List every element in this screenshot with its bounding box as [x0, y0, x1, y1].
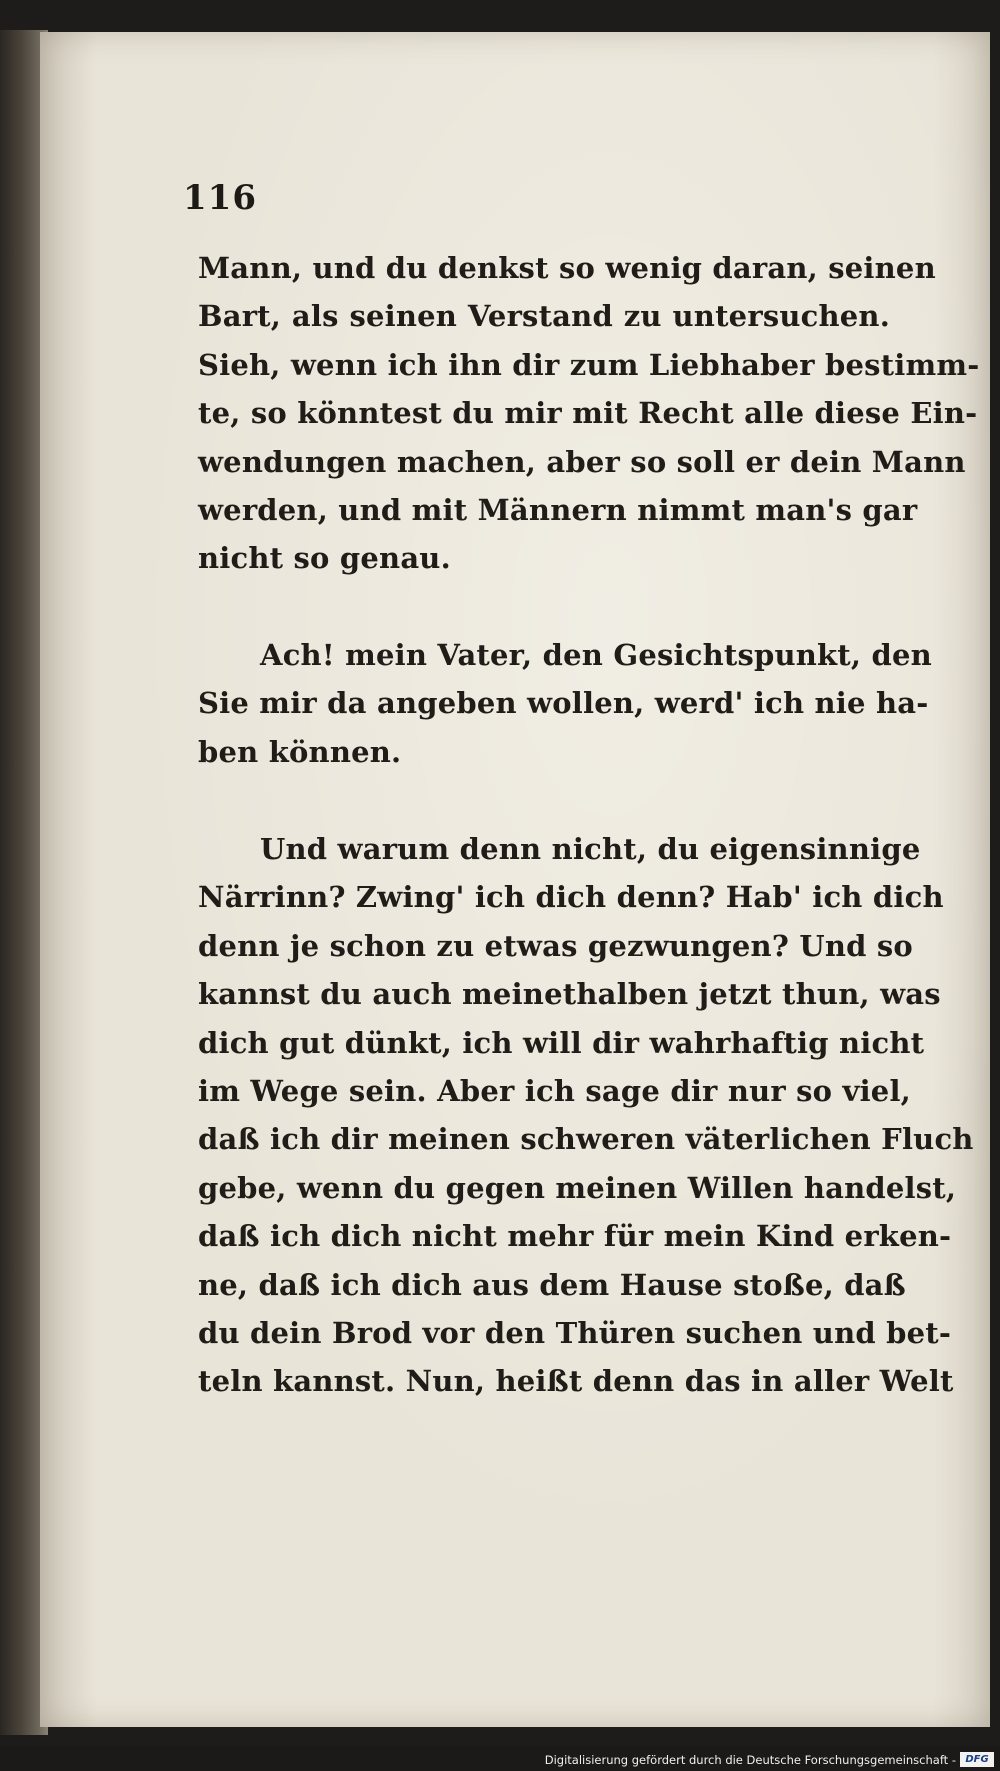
- paragraph-1: [198, 244, 980, 583]
- dfg-logo: DFG: [960, 1752, 994, 1767]
- text-line: Bart, als seinen Verstand zu untersuchen.: [198, 299, 890, 334]
- text-line: ne, daß ich dich aus dem Hause stoße, daß: [198, 1267, 906, 1302]
- text-line: daß ich dir meinen schweren väterlichen Fluch: [198, 1122, 974, 1157]
- text-line: wendungen machen, aber so soll er dein Mann: [198, 444, 966, 479]
- text-line: daß ich dich nicht mehr für mein Kind erken-: [198, 1219, 952, 1254]
- paragraph-2: [198, 631, 932, 776]
- text-line: nicht so genau.: [198, 541, 451, 576]
- footer-credit: Digitalisierung gefördert durch die Deutsche Forschungsgemeinschaft -: [544, 1753, 956, 1767]
- text-line: Mann, und du denkst so wenig daran, seinen: [198, 251, 936, 285]
- text-line: te, so könntest du mir mit Recht alle diese Ein-: [198, 396, 978, 431]
- text-line: dich gut dünkt, ich will dir wahrhaftig nicht: [198, 1025, 925, 1060]
- text-line: im Wege sein. Aber ich sage dir nur so viel,: [198, 1074, 911, 1109]
- text-line: kannst du auch meinethalben jetzt thun, was: [198, 977, 941, 1012]
- text-line: Ach! mein Vater, den Gesichtspunkt, den: [260, 638, 932, 672]
- text-line: denn je schon zu etwas gezwungen? Und so: [198, 928, 913, 963]
- text-line: ben können.: [198, 734, 402, 769]
- text-line: werden, und mit Männern nimmt man's gar: [198, 493, 918, 528]
- text-line: Sie mir da angeben wollen, werd' ich nie ha-: [198, 686, 929, 721]
- paragraph-3: [198, 825, 974, 1406]
- text-line: teln kannst. Nun, heißt denn das in aller Welt: [198, 1364, 954, 1399]
- text-line: Sieh, wenn ich ihn dir zum Liebhaber bestimm-: [198, 347, 980, 382]
- text-line: Närrinn? Zwing' ich dich denn? Hab' ich dich: [198, 880, 944, 915]
- text-line: gebe, wenn du gegen meinen Willen handelst,: [198, 1170, 957, 1205]
- page-number: 116: [183, 178, 257, 218]
- text-line: du dein Brod vor den Thüren suchen und bet-: [198, 1316, 952, 1351]
- footer-bar: [0, 1745, 1000, 1771]
- text-line: Und warum denn nicht, du eigensinnige: [260, 832, 921, 866]
